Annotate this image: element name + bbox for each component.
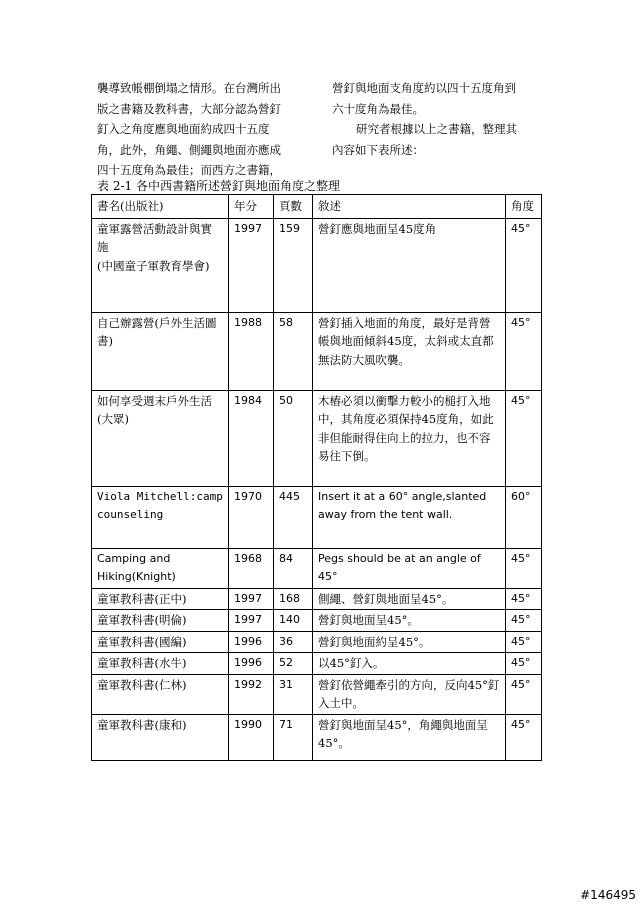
cell-pages: 50 — [274, 390, 313, 486]
book-angle-table-wrapper — [91, 194, 542, 761]
cell-angle: 60° — [506, 486, 542, 548]
table-caption: 表 2-1 各中西書籍所述營釘與地面角度之整理 — [97, 179, 340, 193]
cell-description: Insert it at a 60° angle,slanted away from the tent wall. — [313, 486, 506, 548]
text-line: 版之書籍及教科書，大部分認為營釘 — [97, 101, 281, 116]
cell-pages: 159 — [274, 218, 313, 312]
header-description: 敘述 — [313, 195, 506, 219]
cell-description: 營釘應與地面呈45度角 — [313, 218, 506, 312]
header-year: 年分 — [229, 195, 274, 219]
cell-angle: 45° — [506, 588, 542, 610]
cell-book: Viola Mitchell:camp counseling — [92, 486, 229, 548]
cell-pages: 168 — [274, 588, 313, 610]
text-line: 釘入之角度應與地面約成四十五度 — [97, 122, 270, 136]
cell-description: 營釘與地面約呈45°。 — [313, 631, 506, 653]
cell-book: 如何享受週末戶外生活(大眾) — [92, 390, 229, 486]
cell-year: 1996 — [229, 631, 274, 653]
cell-angle: 45° — [506, 714, 542, 760]
cell-book: 童軍教科書(仁林) — [92, 674, 229, 714]
cell-year: 1984 — [229, 390, 274, 486]
cell-pages: 52 — [274, 653, 313, 675]
cell-year: 1997 — [229, 218, 274, 312]
cell-year: 1997 — [229, 610, 274, 632]
cell-pages: 84 — [274, 548, 313, 588]
cell-pages: 71 — [274, 714, 313, 760]
text-line: 四十五度角為最佳；而西方之書籍， — [97, 163, 281, 177]
table-row — [92, 312, 542, 390]
table-row — [92, 714, 542, 760]
left-text-column — [97, 78, 281, 181]
cell-book: Camping and Hiking(Knight) — [92, 548, 229, 588]
text-line: 襲導致帳棚倒塌之情形。在台灣所出 — [97, 81, 281, 95]
table-header-row — [92, 195, 542, 219]
right-text-column — [332, 78, 517, 160]
table-row — [92, 653, 542, 675]
cell-year: 1970 — [229, 486, 274, 548]
header-book: 書名(出版社) — [92, 195, 229, 219]
cell-angle: 45° — [506, 390, 542, 486]
cell-description: 木樁必須以衝擊力較小的槌打入地中，其角度必須保持45度角，如此非但能耐得住向上的拉力，也不容易往下倒。 — [313, 390, 506, 486]
header-angle: 角度 — [506, 195, 542, 219]
cell-book: 童軍教科書(國編) — [92, 631, 229, 653]
text-line: 營釘與地面支角度約以四十五度角到 — [332, 81, 516, 95]
table-row — [92, 588, 542, 610]
table-row — [92, 486, 542, 548]
cell-angle: 45° — [506, 631, 542, 653]
cell-year: 1988 — [229, 312, 274, 390]
table-row — [92, 610, 542, 632]
cell-description: 以45°釘入。 — [313, 653, 506, 675]
cell-pages: 36 — [274, 631, 313, 653]
cell-book: 童軍教科書(水牛) — [92, 653, 229, 675]
cell-year: 1990 — [229, 714, 274, 760]
cell-year: 1992 — [229, 674, 274, 714]
cell-book: 自己辦露營(戶外生活圖書) — [92, 312, 229, 390]
cell-description: 營釘與地面呈45°。 — [313, 610, 506, 632]
text-line: 研究者根據以上之書籍，整理其 — [356, 122, 517, 136]
cell-year: 1997 — [229, 588, 274, 610]
cell-angle: 45° — [506, 548, 542, 588]
cell-description: Pegs should be at an angle of 45° — [313, 548, 506, 588]
table-row — [92, 631, 542, 653]
cell-book: 童軍露營活動設計與實施 (中國童子軍教育學會) — [92, 218, 229, 312]
cell-book: 童軍教科書(正中) — [92, 588, 229, 610]
cell-year: 1968 — [229, 548, 274, 588]
cell-description: 營釘插入地面的角度，最好是背營帳與地面傾斜45度，太斜或太直都無法防大風吹襲。 — [313, 312, 506, 390]
document-id-label: #146495 — [580, 888, 636, 902]
table-row — [92, 674, 542, 714]
cell-description: 營釘與地面呈45°，角繩與地面呈45°。 — [313, 714, 506, 760]
cell-angle: 45° — [506, 610, 542, 632]
text-line: 角，此外，角繩、側繩與地面亦應成 — [97, 142, 281, 157]
book-angle-table — [91, 194, 542, 761]
cell-pages: 445 — [274, 486, 313, 548]
text-line: 內容如下表所述： — [332, 142, 424, 157]
cell-pages: 58 — [274, 312, 313, 390]
text-line: 六十度角為最佳。 — [332, 101, 424, 116]
cell-angle: 45° — [506, 653, 542, 675]
cell-pages: 140 — [274, 610, 313, 632]
table-row — [92, 390, 542, 486]
cell-year: 1996 — [229, 653, 274, 675]
cell-description: 營釘依營繩牽引的方向，反向45°釘入土中。 — [313, 674, 506, 714]
cell-description: 側繩、營釘與地面呈45°。 — [313, 588, 506, 610]
cell-book: 童軍教科書(康和) — [92, 714, 229, 760]
cell-book: 童軍教科書(明倫) — [92, 610, 229, 632]
table-row — [92, 218, 542, 312]
header-pages: 頁數 — [274, 195, 313, 219]
table-row — [92, 548, 542, 588]
cell-angle: 45° — [506, 674, 542, 714]
cell-angle: 45° — [506, 312, 542, 390]
cell-pages: 31 — [274, 674, 313, 714]
cell-angle: 45° — [506, 218, 542, 312]
